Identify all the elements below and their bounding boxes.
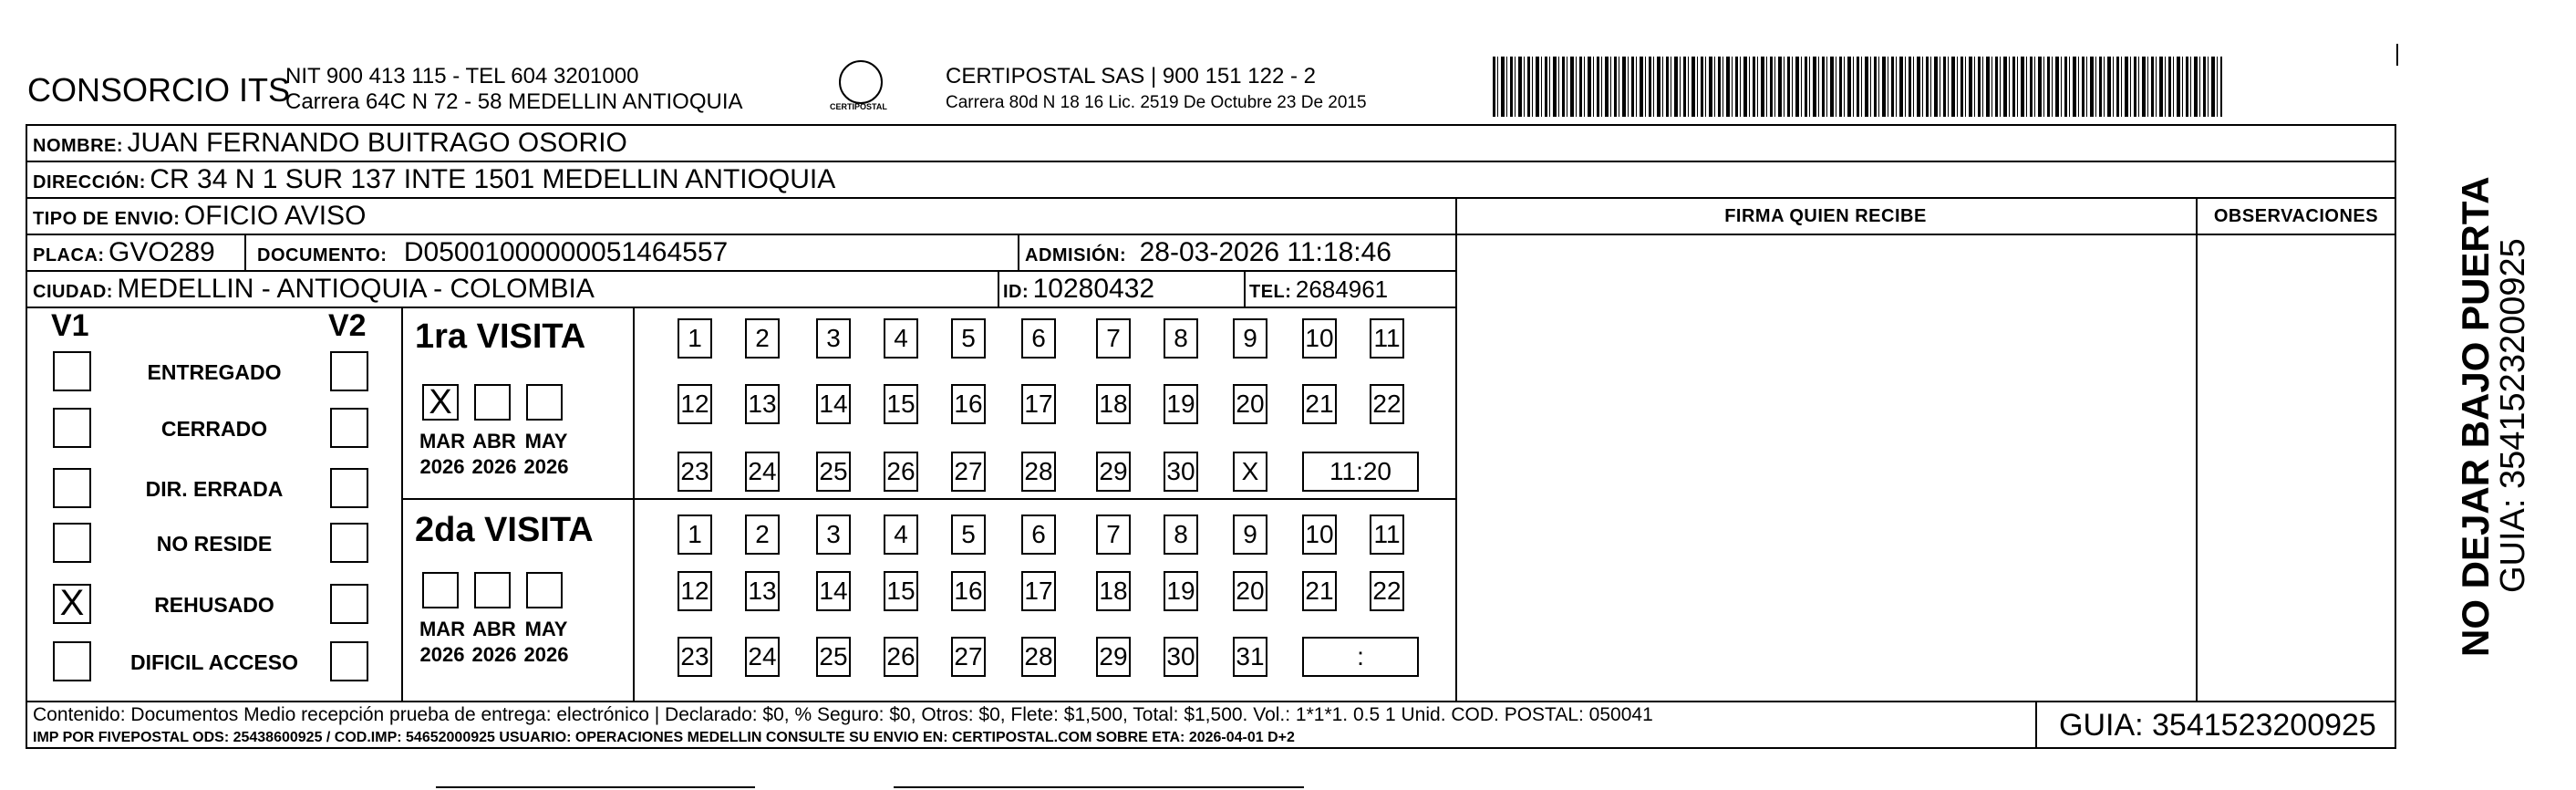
tel-value: 2684961 [1295,275,1389,303]
day-box[interactable]: 15 [884,384,918,424]
day-box[interactable]: 13 [745,384,780,424]
status-v2-checkbox[interactable] [330,408,368,448]
admision-label: ADMISIÓN: [1025,245,1127,265]
divider [633,307,635,701]
placa-field [33,237,215,268]
divider [26,234,2396,235]
day-box[interactable]: 2 [745,318,780,359]
id-value: 10280432 [1032,274,1155,304]
id-label: ID: [1003,282,1029,302]
day-box[interactable]: 13 [745,571,780,611]
documento-label: DOCUMENTO: [257,245,388,265]
month-label: ABR [472,430,516,452]
day-box[interactable]: 29 [1096,452,1131,492]
tipo-row [33,201,366,232]
day-box[interactable]: 26 [884,452,918,492]
company-nit: NIT 900 413 115 - TEL 604 3201000 [285,64,639,88]
day-box[interactable]: 18 [1096,571,1131,611]
divider [998,270,999,307]
day-box[interactable]: 10 [1302,515,1337,555]
divider [26,161,2396,162]
day-box[interactable]: 23 [678,452,712,492]
day-box[interactable]: 12 [678,384,712,424]
status-v2-checkbox[interactable] [330,351,368,391]
month-checkbox[interactable] [526,572,563,608]
documento-field [257,237,728,268]
day-box[interactable]: 19 [1164,571,1198,611]
year-label: 2026 [419,455,465,478]
day-box[interactable]: 22 [1370,571,1404,611]
observaciones-label: OBSERVACIONES [2213,206,2379,226]
day-box[interactable]: 5 [951,515,986,555]
status-label: REHUSADO [154,593,274,617]
day-box[interactable]: 15 [884,571,918,611]
divider [26,270,1455,272]
direccion-row [33,164,835,195]
year-label: 2026 [471,643,517,666]
day-box[interactable]: 9 [1233,318,1267,359]
corner-mark [2396,44,2398,66]
status-v2-checkbox[interactable] [330,523,368,563]
day-box[interactable]: 11 [1370,318,1404,359]
divider [244,234,246,270]
placa-value: GVO289 [109,237,215,267]
day-box[interactable]: 28 [1021,637,1056,677]
day-box[interactable]: 16 [951,384,986,424]
year-label: 2026 [523,643,569,666]
nombre-label: NOMBRE: [33,136,124,156]
day-box[interactable]: 8 [1164,318,1198,359]
admision-field [1025,237,1391,268]
status-label: ENTREGADO [147,360,282,384]
status-label: DIR. ERRADA [145,477,284,501]
tipo-value: OFICIO AVISO [183,201,367,231]
divider [401,498,1455,500]
divider [26,307,1455,308]
id-field [1003,274,1154,305]
placa-label: PLACA: [33,245,105,265]
day-box[interactable]: 25 [816,452,851,492]
day-box[interactable]: 14 [816,571,851,611]
ciudad-label: CIUDAD: [33,282,113,302]
header [0,0,2576,124]
day-box[interactable]: 25 [816,637,851,677]
month-label: ABR [472,618,516,640]
month-checkbox[interactable] [422,572,459,608]
day-box[interactable]: 17 [1021,384,1056,424]
day-box[interactable]: 21 [1302,384,1337,424]
status-label: CERRADO [160,417,268,441]
year-label: 2026 [523,455,569,478]
day-box[interactable]: 5 [951,318,986,359]
day-box[interactable]: 22 [1370,384,1404,424]
tipo-label: TIPO DE ENVIO: [33,209,181,229]
month-checkbox[interactable] [526,384,563,421]
divider [2196,197,2198,701]
day-box[interactable]: 24 [745,452,780,492]
day-box[interactable]: 21 [1302,571,1337,611]
time-box[interactable]: : [1302,637,1419,677]
day-box[interactable]: 17 [1021,571,1056,611]
documento-value: D05001000000051464557 [403,237,729,267]
status-v1-checkbox[interactable] [53,523,91,563]
day-box[interactable]: 4 [884,318,918,359]
ciudad-field [33,274,595,305]
v1-label: V1 [51,308,89,343]
day-box[interactable]: 6 [1021,515,1056,555]
day-box[interactable]: 2 [745,515,780,555]
side-warning: NO DEJAR BAJO PUERTA [2454,176,2497,657]
day-box[interactable]: 18 [1096,384,1131,424]
day-box[interactable]: 7 [1096,318,1131,359]
certipostal-name: CERTIPOSTAL SAS | 900 151 122 - 2 [946,64,1316,88]
visita1-title: 1ra VISITA [415,317,586,356]
certipostal-logo-icon [839,60,883,104]
divider [1455,197,1457,701]
day-box[interactable]: 19 [1164,384,1198,424]
admision-value: 28-03-2026 11:18:46 [1139,237,1391,267]
day-box[interactable]: 28 [1021,452,1056,492]
day-box[interactable]: 3 [816,515,851,555]
day-box[interactable]: 27 [951,637,986,677]
month-label: MAY [524,430,568,452]
year-label: 2026 [419,643,465,666]
day-box[interactable]: 10 [1302,318,1337,359]
visita2-title: 2da VISITA [415,511,594,549]
day-box[interactable]: 30 [1164,637,1198,677]
direccion-label: DIRECCIÓN: [33,172,146,192]
month-checkbox[interactable] [474,384,511,421]
day-box[interactable]: 9 [1233,515,1267,555]
day-box[interactable]: 12 [678,571,712,611]
day-box[interactable]: 7 [1096,515,1131,555]
day-box[interactable]: 8 [1164,515,1198,555]
year-label: 2026 [471,455,517,478]
status-v1-checkbox[interactable]: X [53,584,91,624]
company-name: CONSORCIO ITS [27,71,291,109]
direccion-value: CR 34 N 1 SUR 137 INTE 1501 MEDELLIN ANTIOQUIA [150,164,836,194]
divider [401,307,403,701]
day-box[interactable]: 20 [1233,384,1267,424]
day-box[interactable]: 1 [678,318,712,359]
status-v2-checkbox[interactable] [330,468,368,508]
day-box[interactable]: 23 [678,637,712,677]
nombre-row [33,128,627,159]
day-box[interactable]: 27 [951,452,986,492]
footer-guia: GUIA: 3541523200925 [2059,708,2376,743]
firma-label: FIRMA QUIEN RECIBE [1724,206,1927,226]
month-label: MAR [419,618,466,640]
status-label: DIFICIL ACCESO [129,650,298,674]
status-v1-checkbox[interactable] [53,408,91,448]
footer-line2: IMP POR FIVEPOSTAL ODS: 25438600925 / COD.IMP: 54652000925 USUARIO: OPERACIONES MEDELLIN CONSULTE SU ENVIO EN: CERTIPOSTAL.COM SOBRE ETA: 2026-04-01 D+2 [33,730,1295,745]
side-guia: GUIA: 3541523200925 [2494,238,2532,593]
day-box[interactable]: 16 [951,571,986,611]
company-address: Carrera 64C N 72 - 58 MEDELLIN ANTIOQUIA [285,89,743,114]
day-box[interactable]: 24 [745,637,780,677]
day-box[interactable]: 30 [1164,452,1198,492]
time-box[interactable]: 11:20 [1302,452,1419,492]
day-box[interactable]: 14 [816,384,851,424]
tel-label: TEL: [1249,282,1292,302]
day-box[interactable]: 6 [1021,318,1056,359]
month-label: MAR [419,430,466,452]
status-label: NO RESIDE [156,532,273,556]
day-box[interactable]: 26 [884,637,918,677]
barcode-icon [1493,57,2222,117]
divider [1018,234,1019,270]
day-box[interactable]: 4 [884,515,918,555]
status-v2-checkbox[interactable] [330,584,368,624]
divider [2035,701,2037,749]
v2-label: V2 [328,308,367,343]
status-v1-checkbox[interactable] [53,641,91,681]
day-box[interactable]: 29 [1096,637,1131,677]
logo-text: CERTIPOSTAL [830,102,887,111]
day-box[interactable]: 1 [678,515,712,555]
cut-line [894,786,1304,788]
day-box[interactable]: 11 [1370,515,1404,555]
divider [1244,270,1246,307]
status-v2-checkbox[interactable] [330,641,368,681]
day-box[interactable]: 20 [1233,571,1267,611]
ciudad-value: MEDELLIN - ANTIOQUIA - COLOMBIA [117,274,595,304]
footer-line1: Contenido: Documentos Medio recepción prueba de entrega: electrónico | Declarado: $0, % Seguro: $0, Otros: $0, Flete: $1,500, Total: $1,500. Vol.: 1*1*1. 0.5 1 Unid. COD. POSTAL: 050041 [33,704,1653,725]
status-v1-checkbox[interactable] [53,351,91,391]
divider [26,197,2396,199]
day-box[interactable]: 31 [1233,637,1267,677]
month-checkbox[interactable]: X [422,384,459,421]
day-box[interactable]: X [1233,452,1267,492]
nombre-value: JUAN FERNANDO BUITRAGO OSORIO [127,128,627,158]
month-label: MAY [524,618,568,640]
divider [26,701,2396,702]
status-v1-checkbox[interactable] [53,468,91,508]
certipostal-address: Carrera 80d N 18 16 Lic. 2519 De Octubre 23 De 2015 [946,93,1367,112]
month-checkbox[interactable] [474,572,511,608]
tel-field [1249,275,1388,304]
day-box[interactable]: 3 [816,318,851,359]
cut-line [436,786,755,788]
